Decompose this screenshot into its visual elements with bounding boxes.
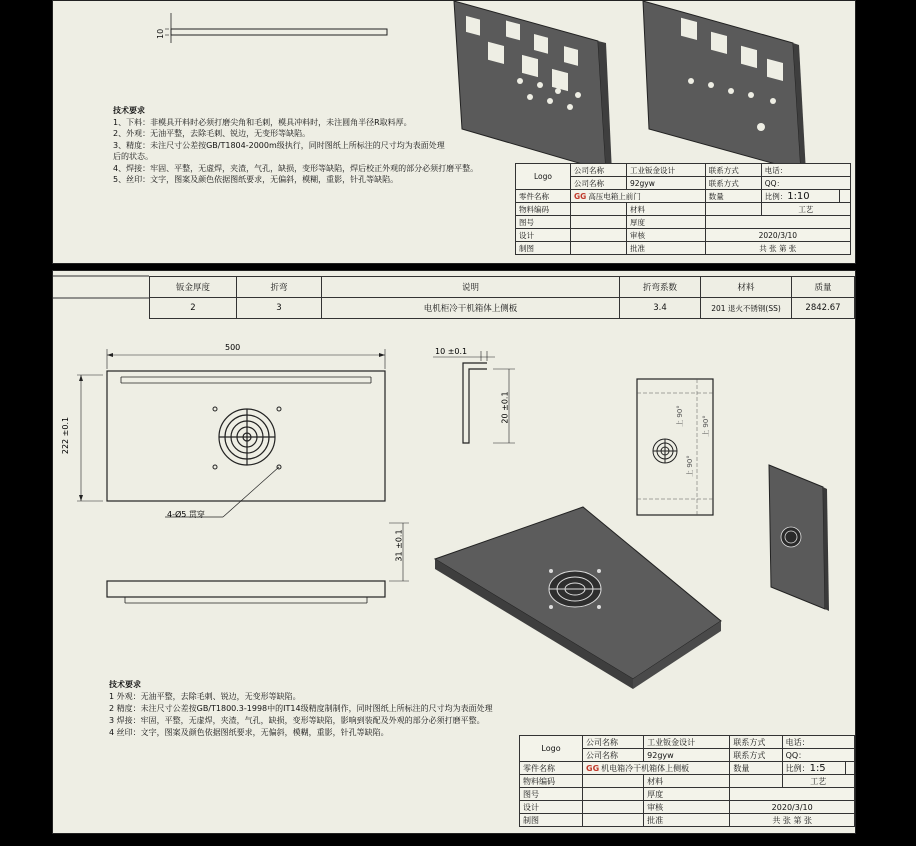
logo-cell: Logo <box>516 164 571 190</box>
note-line: 2 精度：未注尺寸公差按GB/T1800.3-1998中的IT14级精度制制作，同时图纸上所标注的尺寸均为表面处理 <box>109 704 493 713</box>
label: 比例： <box>785 763 810 773</box>
empty-cell <box>571 229 627 242</box>
label: 电话： <box>761 164 850 177</box>
company-logo-mark: GG <box>574 191 587 201</box>
label: 设计 <box>516 229 571 242</box>
label: 联系方式 <box>705 164 761 177</box>
label: 物料编码 <box>520 775 583 788</box>
empty-cell <box>583 788 644 801</box>
note-line: 2、外观：无油平整，去除毛刺、锐边，无变形等缺陷。 <box>113 129 311 138</box>
note-line: 1 外观：无油平整，去除毛刺、锐边，无变形等缺陷。 <box>109 692 301 701</box>
drawing-sheet-bottom <box>52 270 856 834</box>
value: 92gyw <box>644 749 730 762</box>
empty-cell <box>730 775 782 788</box>
bend-note-3: 上 90° <box>701 415 710 437</box>
label: 公司名称 <box>571 177 627 190</box>
label: 设计 <box>520 801 583 814</box>
label: 厚度 <box>644 788 730 801</box>
bom-cell: 2 <box>150 298 237 319</box>
label: 厚度 <box>627 216 706 229</box>
label: 零件名称 <box>520 762 583 775</box>
date: 2020/3/10 <box>730 801 855 814</box>
label: 联系方式 <box>705 177 761 190</box>
scale-value: 1:10 <box>787 190 810 202</box>
label: 公司名称 <box>583 736 644 749</box>
label: 批准 <box>644 814 730 827</box>
label: 工艺 <box>782 775 854 788</box>
isometric-front-door-2 <box>641 1 811 171</box>
date: 2020/3/10 <box>705 229 850 242</box>
note-line: 3 焊接：牢固，平整，无虚焊，夹渣，气孔，缺损，变形等缺陷，影响到装配及外观的部分必须打磨平整。 <box>109 716 485 725</box>
note-line: 3、精度：未注尺寸公差按GB/T1804-2000m级执行，同时图纸上所标注的尺寸均为表面处理 <box>113 140 445 150</box>
label: 制图 <box>516 242 571 255</box>
label: 比例： <box>764 191 788 201</box>
title-block-bottom <box>519 735 855 827</box>
empty-cell <box>571 242 627 255</box>
value: 工业钣金设计 <box>644 736 730 749</box>
label: 图号 <box>520 788 583 801</box>
title-block-top <box>515 163 851 255</box>
drawing-sheet-top <box>52 0 856 264</box>
empty-cell <box>730 788 855 801</box>
value: 92gyw <box>627 177 706 190</box>
technical-requirements-top <box>113 105 478 186</box>
empty-cell <box>840 190 851 203</box>
empty-cell <box>571 203 627 216</box>
logo-cell: Logo <box>520 736 583 762</box>
bom-header: 折弯 <box>237 277 322 298</box>
label: 批准 <box>627 242 706 255</box>
label: 审核 <box>644 801 730 814</box>
empty-cell <box>845 762 854 775</box>
bom-cell: 3 <box>237 298 322 319</box>
svg-text:10: 10 <box>156 28 165 39</box>
bend-note-2: 上 90° <box>685 455 694 477</box>
empty-cell <box>583 801 644 814</box>
label: 电话： <box>782 736 854 749</box>
scale-cell <box>761 190 840 203</box>
label: 材料 <box>627 203 706 216</box>
label: 工艺 <box>761 203 850 216</box>
label: 审核 <box>627 229 706 242</box>
notes-title: 技术要求 <box>113 106 145 115</box>
label: 数量 <box>705 190 761 203</box>
dim-height: 222 ±0.1 <box>61 416 71 455</box>
notes-title: 技术要求 <box>109 680 141 689</box>
bom-header: 质量 <box>792 277 855 298</box>
label: 公司名称 <box>583 749 644 762</box>
empty-cell <box>583 814 644 827</box>
empty-cell <box>583 775 644 788</box>
part-name: 高压电箱上前门 <box>588 191 641 201</box>
bom-cell: 201 退火不锈钢(SS) <box>701 298 792 319</box>
label: 零件名称 <box>516 190 571 203</box>
note-line: 5、丝印：文字，图案及颜色依据图纸要求，无偏斜，模糊，重影，针孔等缺陷。 <box>113 175 399 184</box>
label: QQ： <box>761 177 850 190</box>
note-line: 1、下料：非模具开料时必须打磨尖角和毛刺，模具冲料时，未注圆角半径R取料厚。 <box>113 117 412 127</box>
label: 联系方式 <box>730 736 782 749</box>
part-name-cell <box>583 762 730 775</box>
bom-cell: 电机柜冷干机箱体上侧板 <box>322 298 620 319</box>
scale-value: 1:5 <box>809 762 826 774</box>
company-logo-mark: GG <box>586 763 600 773</box>
bom-cell: 3.4 <box>620 298 701 319</box>
sheets: 共 张 第 张 <box>730 814 855 827</box>
dim-holes: 4-Ø5 贯穿 <box>167 510 205 519</box>
label: 公司名称 <box>571 164 627 177</box>
empty-cell <box>705 216 850 229</box>
technical-requirements-bottom <box>109 679 493 739</box>
dim-flange-height: 20 ±0.1 <box>500 391 510 424</box>
note-line: 4、焊接：牢固、平整，无虚焊，夹渣，气孔，缺损，变形等缺陷，焊后校正外观的部分必须打磨平整。 <box>113 163 479 173</box>
bom-cell: 2842.67 <box>792 298 855 319</box>
label: 制图 <box>520 814 583 827</box>
empty-cell <box>705 203 761 216</box>
label: 物料编码 <box>516 203 571 216</box>
label: 联系方式 <box>730 749 782 762</box>
label: 图号 <box>516 216 571 229</box>
dim-depth: 31 ±0.1 <box>394 529 404 562</box>
part-name-cell <box>571 190 706 203</box>
sheets: 共 张 第 张 <box>705 242 850 255</box>
thickness-dim <box>153 25 173 45</box>
bom-header: 钣金厚度 <box>150 277 237 298</box>
bom-header: 折弯系数 <box>620 277 701 298</box>
bend-note-1: 上 90° <box>675 405 684 427</box>
dim-width: 500 <box>225 343 241 352</box>
note-line: 4 丝印：文字，图案及颜色依据图纸要求，无偏斜，模糊，重影，针孔等缺陷。 <box>109 728 389 737</box>
note-line: 后的状态。 <box>113 152 153 161</box>
dim-flange: 10 ±0.1 <box>435 347 468 356</box>
part-name: 机电箱冷干机箱体上侧板 <box>601 763 690 773</box>
label: 数量 <box>730 762 782 775</box>
value: 工业钣金设计 <box>627 164 706 177</box>
bom-header: 材料 <box>701 277 792 298</box>
scale-cell <box>782 762 845 775</box>
empty-cell <box>571 216 627 229</box>
label: QQ： <box>782 749 854 762</box>
label: 材料 <box>644 775 730 788</box>
bom-header: 说明 <box>322 277 620 298</box>
